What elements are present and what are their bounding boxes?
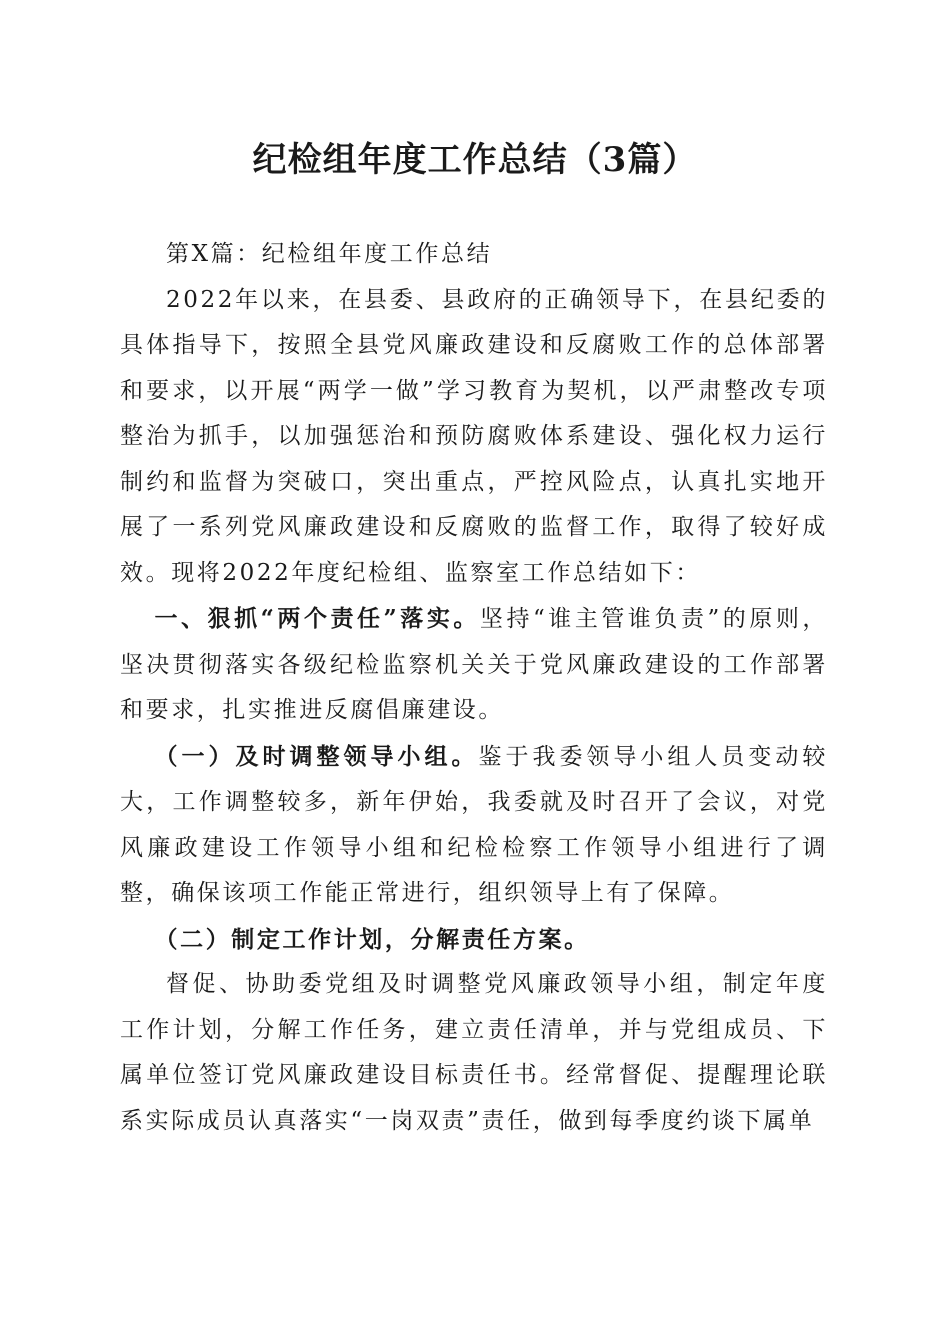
document-title: 纪检组年度工作总结（3篇） [252, 140, 698, 180]
intro-paragraph: 2022年以来，在县委、县政府的正确领导下，在县纪委的具体指导下，按照全县党风廉政建设和反腐败工作的总体部署和要求，以开展“两学一做”学习教育为契机，以严肃整改专项整治为抓手，以加强惩治和预防腐败体系建设、强化权力运行制约和监督为突破口，突出重点，严控风险点，认真扎实地开展了一系列党风廉政建设和反腐败的监督工作，取得了较好成效。现将2022年度纪检组、监察室工作总结如下： [120, 286, 828, 586]
section-1-body: 坚持“谁主管谁负责”的原则，坚决贯彻落实各级纪检监察机关关于党风廉政建设的工作部署和要求，扎实推进反腐倡廉建设。 [120, 606, 828, 723]
subsection-2-body: 督促、协助委党组及时调整党风廉政领导小组，制定年度工作计划，分解工作任务，建立责任清单，并与党组成员、下属单位签订党风廉政建设目标责任书。经常督促、提醒理论联系实际成员认真落实“一岗双责”责任，做到每季度约谈下属单 [120, 971, 828, 1134]
subsection-1-paragraph [120, 734, 828, 917]
section-1-heading: 一、狠抓“两个责任”落实。 [154, 605, 480, 632]
section-1-paragraph [120, 596, 828, 734]
subsection-1-heading: （一）及时调整领导小组。 [154, 742, 479, 770]
document-body [120, 232, 828, 1144]
subsection-1-body: 鉴于我委领导小组人员变动较大，工作调整较多，新年伊始，我委就及时召开了会议，对党风廉政建设工作领导小组和纪检检察工作领导小组进行了调整，确保该项工作能正常进行，组织领导上有了保障。 [120, 743, 828, 906]
subtitle-line: 第X篇：纪检组年度工作总结 [166, 241, 493, 267]
subsection-2-heading: （二）制定工作计划，分解责任方案。 [154, 925, 590, 953]
